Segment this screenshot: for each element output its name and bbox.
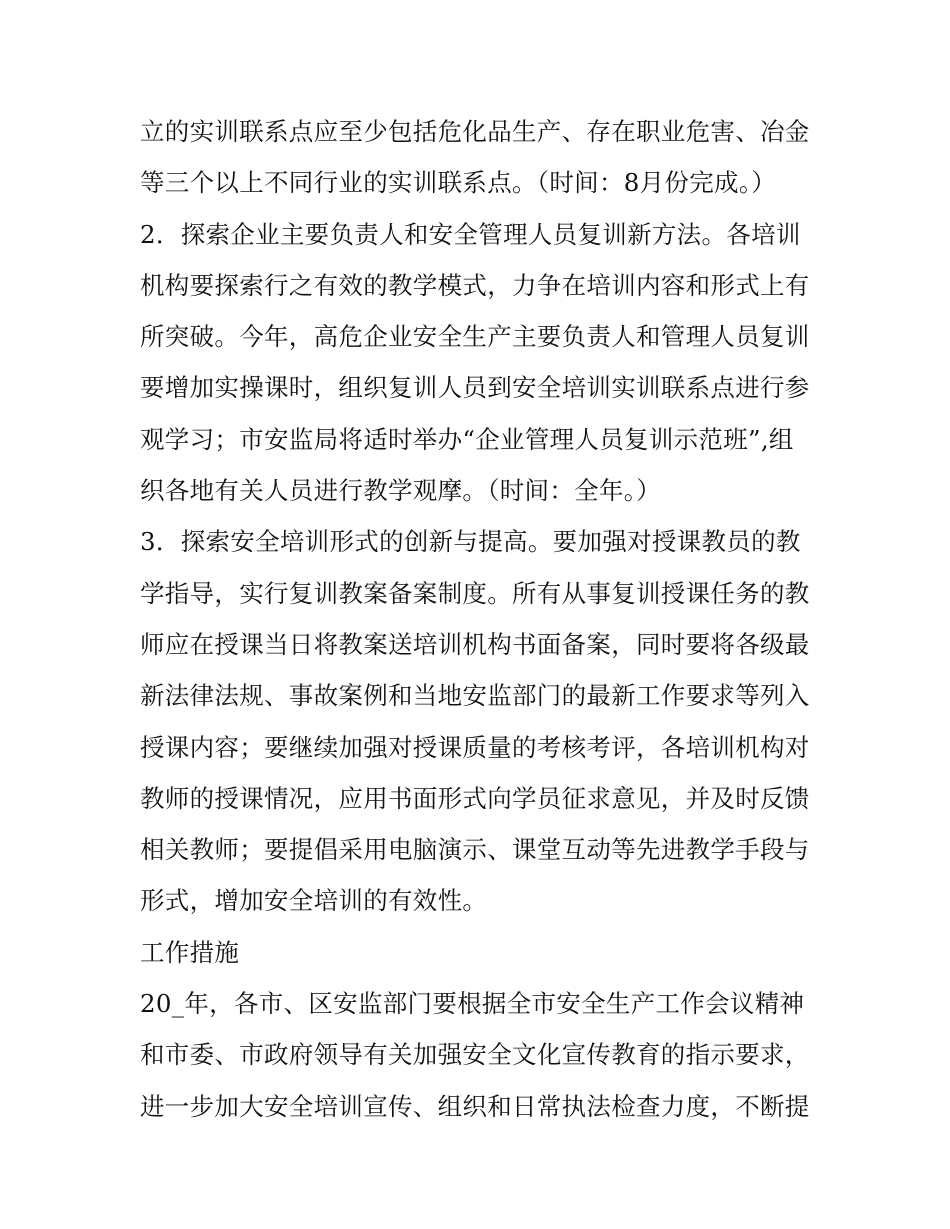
text-line: 师应在授课当日将教案送培训机构书面备案，同时要将各级最 — [140, 629, 810, 659]
text-line: 相关教师；要提倡采用电脑演示、课堂互动等先进教学手段与 — [140, 835, 810, 865]
section-heading: 工作措施 — [140, 937, 240, 967]
text-line: 3．探索安全培训形式的创新与提高。要加强对授课教员的教 — [140, 527, 801, 557]
text-line: 形式，增加安全培训的有效性。 — [140, 886, 488, 916]
text-line: 学指导，实行复训教案备案制度。所有从事复训授课任务的教 — [140, 578, 810, 608]
text-line: 立的实训联系点应至少包括危化品生产、存在职业危害、冶金 — [140, 117, 810, 146]
document-body — [140, 106, 830, 1132]
text-line: 和市委、市政府领导有关加强安全文化宣传教育的指示要求， — [140, 1040, 810, 1070]
text-line: 等三个以上不同行业的实训联系点。（时间：8月份完成。） — [140, 168, 777, 198]
text-line: 观学习；市安监局将适时举办“企业管理人员复训示范班”,组 — [140, 424, 794, 454]
text-line: 所突破。今年，高危企业安全生产主要负责人和管理人员复训 — [140, 322, 810, 352]
text-line: 20_年，各市、区安监部门要根据全市安全生产工作会议精神 — [140, 989, 805, 1019]
text-line: 要增加实操课时，组织复训人员到安全培训实训联系点进行参 — [140, 373, 810, 403]
text-line: 授课内容；要继续加强对授课质量的考核考评，各培训机构对 — [140, 732, 810, 762]
text-line: 2．探索企业主要负责人和安全管理人员复训新方法。各培训 — [140, 219, 801, 249]
text-line: 机构要探索行之有效的教学模式，力争在培训内容和形式上有 — [140, 270, 810, 300]
text-line: 新法律法规、事故案例和当地安监部门的最新工作要求等列入 — [140, 681, 810, 711]
text-line: 教师的授课情况，应用书面形式向学员征求意见，并及时反馈 — [140, 783, 810, 813]
text-line: 织各地有关人员进行教学观摩。（时间：全年。） — [140, 476, 662, 506]
text-line: 进一步加大安全培训宣传、组织和日常执法检查力度，不断提 — [140, 1091, 810, 1121]
